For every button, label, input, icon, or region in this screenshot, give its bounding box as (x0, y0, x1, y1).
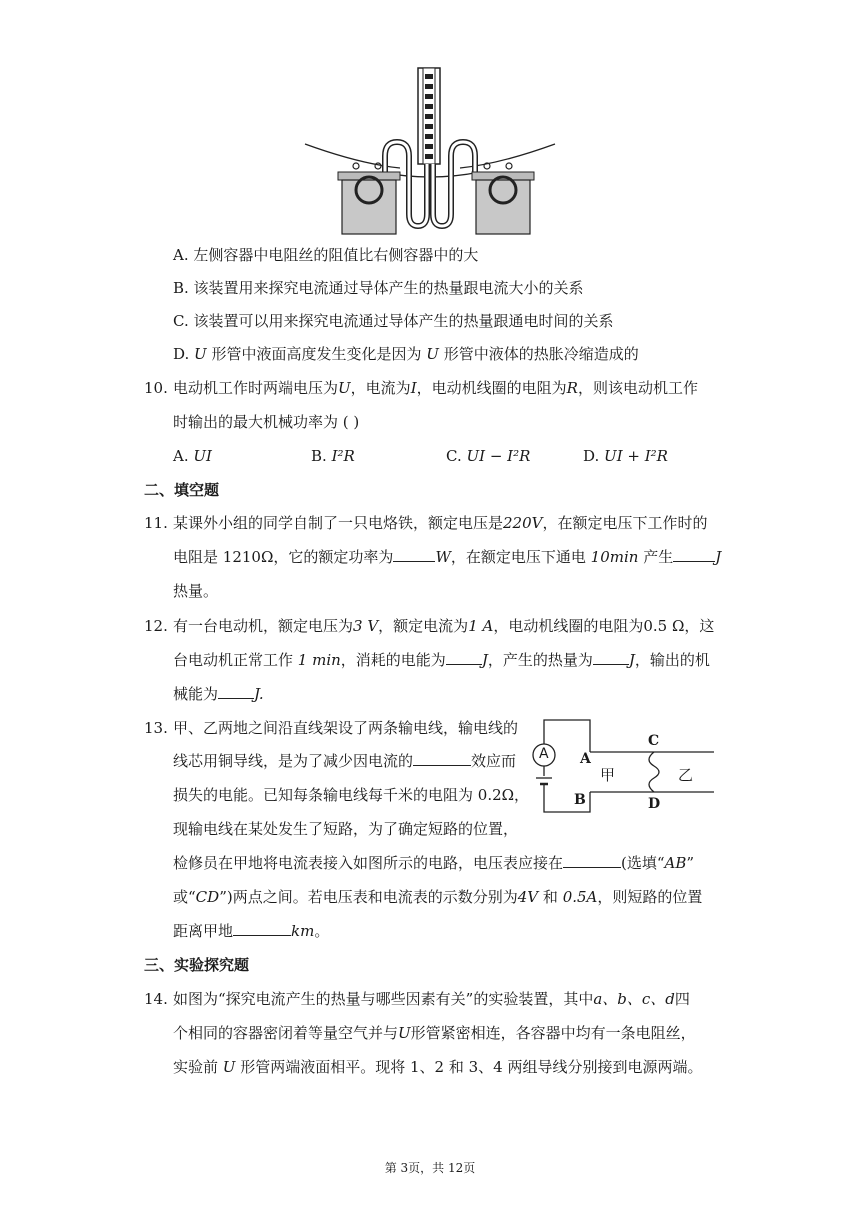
q14-line2: 个相同的容器密闭着等量空气并与U形管紧密相连，各容器中均有一条电阻丝， (173, 1024, 696, 1042)
q9-apparatus-figure (300, 64, 560, 236)
q10-option-a: A. UI (173, 447, 212, 465)
q13-number: 13. (144, 719, 168, 737)
q13-line7: 距离甲地 km。 (173, 922, 330, 940)
q13-line1: 甲、乙两地之间沿直线架设了两条输电线，输电线的 (173, 719, 519, 737)
q12-blank-heat[interactable] (593, 650, 629, 665)
q11-line2: 电阻是 1210Ω，它的额定功率为 W，在额定电压下通电 10min 产生 J (173, 548, 722, 566)
location-jia-label: 甲 (600, 766, 616, 784)
q11-line1: 某课外小组的同学自制了一只电烙铁，额定电压是220V，在额定电压下工作时的 (173, 514, 708, 532)
q12-number: 12. (144, 617, 168, 635)
q13-line5: 检修员在甲地将电流表接入如图所示的电路，电压表应接在 (选填“AB” (173, 854, 695, 872)
q9-option-b: B. 该装置用来探究电流通过导体产生的热量跟电流大小的关系 (173, 279, 584, 297)
q13-line3: 损失的电能。已知每条输电线每千米的电阻为 0.2Ω， (173, 786, 530, 804)
ammeter-symbol: A (539, 746, 549, 762)
q9-option-d: D. U 形管中液面高度发生变化是因为 U 形管中液体的热胀冷缩造成的 (173, 345, 639, 363)
q13-line4: 现输电线在某处发生了短路，为了确定短路的位置， (173, 820, 519, 838)
q13-line6: 或“CD”)两点之间。若电压表和电流表的示数分别为4V 和 0.5A，则短路的位置 (173, 888, 703, 906)
q10-stem-line1: 电动机工作时两端电压为U，电流为I，电动机线圈的电阻为R，则该电动机工作 (173, 379, 698, 397)
location-yi-label: 乙 (678, 766, 694, 784)
point-a-label: A (580, 751, 591, 767)
q14-line1: 如图为“探究电流产生的热量与哪些因素有关”的实验装置，其中a、b、c、d四 (173, 990, 690, 1008)
q10-number: 10. (144, 379, 168, 397)
section-experiment: 三、实验探究题 (144, 956, 250, 974)
q13-circuit-figure (528, 712, 718, 818)
q12-line2: 台电动机正常工作 1 min，消耗的电能为 J，产生的热量为 J，输出的机 (173, 651, 710, 669)
q13-blank-effect[interactable] (413, 751, 471, 766)
q12-line3: 械能为 J. (173, 685, 264, 703)
q9-option-a: A. 左侧容器中电阻丝的阻值比右侧容器中的大 (173, 246, 479, 264)
q12-blank-energy[interactable] (446, 650, 482, 665)
q11-number: 11. (144, 514, 168, 532)
point-b-label: B (574, 792, 586, 808)
q13-line2: 线芯用铜导线，是为了减少因电流的 效应而 (173, 752, 517, 770)
point-c-label: C (648, 733, 660, 749)
q10-option-b: B. I²R (311, 447, 355, 465)
q13-blank-distance[interactable] (233, 921, 291, 936)
q10-option-d: D. UI + I²R (583, 447, 668, 465)
q10-option-c: C. UI − I²R (446, 447, 531, 465)
q12-blank-mechanical[interactable] (218, 684, 254, 699)
section-fill-in-blank: 二、填空题 (144, 481, 220, 499)
point-d-label: D (648, 796, 661, 812)
q11-line3: 热量。 (173, 582, 219, 600)
q10-stem-line2: 时输出的最大机械功率为 ( ) (173, 413, 360, 431)
q14-number: 14. (144, 990, 168, 1008)
q12-line1: 有一台电动机，额定电压为3 V，额定电流为1 A，电动机线圈的电阻为0.5 Ω，这 (173, 617, 715, 635)
q13-blank-voltmeter[interactable] (563, 853, 621, 868)
q9-option-c: C. 该装置可以用来探究电流通过导体产生的热量跟通电时间的关系 (173, 312, 614, 330)
q14-line3: 实验前 U 形管两端液面相平。现将 1、2 和 3、4 两组导线分别接到电源两端。 (173, 1058, 703, 1076)
q11-blank-heat[interactable] (673, 547, 715, 562)
q11-blank-power[interactable] (393, 547, 435, 562)
page-footer: 第 3页，共 12页 (384, 1161, 476, 1175)
